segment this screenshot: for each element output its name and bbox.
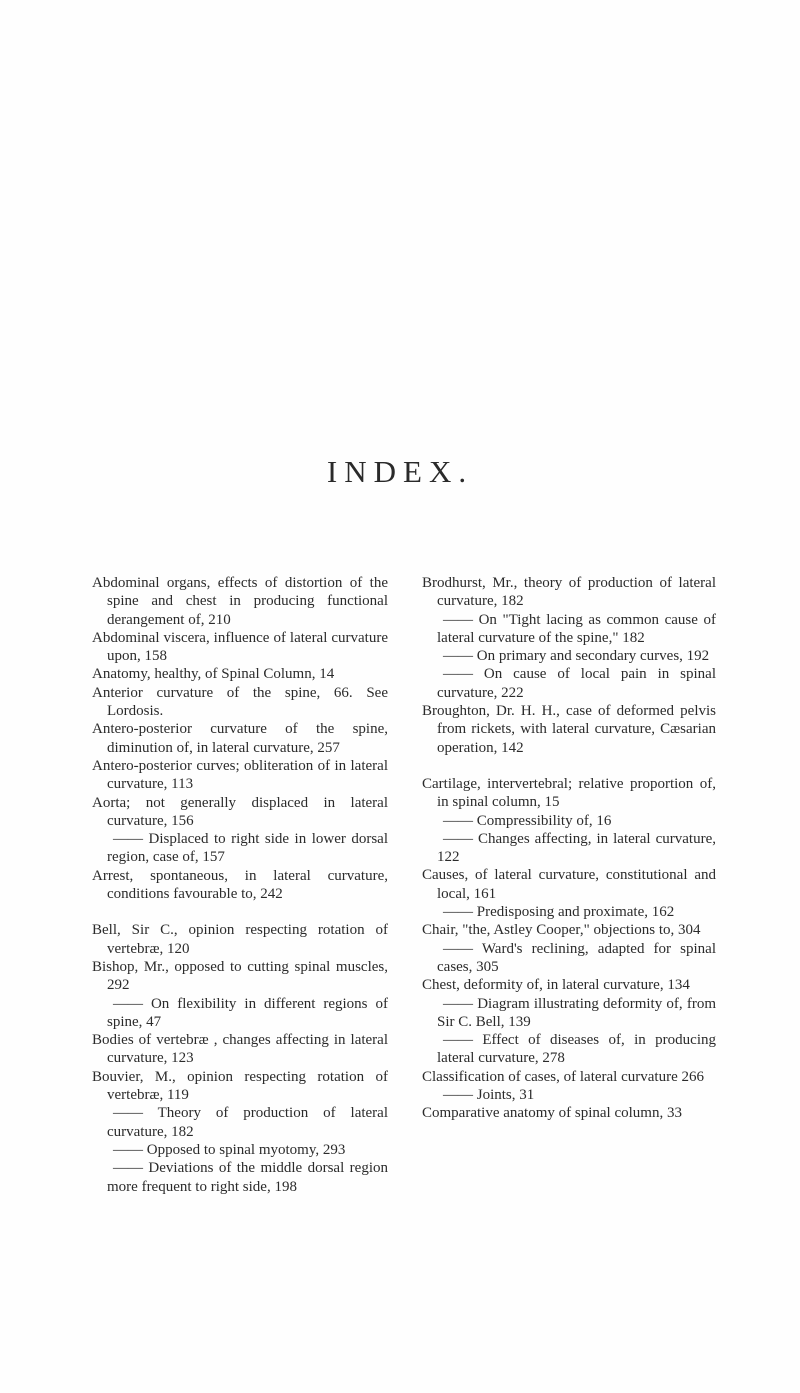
index-column-right	[422, 574, 716, 1123]
index-entry: Bell, Sir C., opinion respecting rotation of vertebræ, 120	[92, 922, 388, 957]
section-gap	[92, 903, 388, 921]
index-entry: Anterior curvature of the spine, 66. See Lordosis.	[92, 684, 388, 720]
index-entry: Brodhurst, Mr., theory of production of lateral curvature, 182	[422, 575, 716, 610]
index-subentry: —— Ward's reclining, adapted for spinal cases, 305	[437, 940, 716, 975]
index-subentry: —— Compressibility of, 16	[443, 812, 612, 829]
index-entry: Antero-posterior curves; obliteration of in lateral curvature, 113	[92, 757, 388, 793]
index-subentry: —— Predisposing and proximate, 162	[443, 904, 675, 921]
index-entry: Bodies of vertebræ , changes affecting in lateral curvature, 123	[92, 1032, 388, 1067]
index-subentry: —— Changes affecting, in lateral curvature, 122	[437, 830, 716, 866]
index-column-left	[92, 574, 388, 1196]
index-subentry: —— Theory of production of lateral curvature, 182	[107, 1105, 388, 1140]
index-entry: Arrest, spontaneous, in lateral curvature, conditions favourable to, 242	[92, 867, 388, 903]
index-subentry: —— On cause of local pain in spinal curvature, 222	[437, 666, 716, 701]
index-subentry: —— Joints, 31	[443, 1087, 535, 1104]
index-entry: Broughton, Dr. H. H., case of deformed pelvis from rickets, with lateral curvature, Cæsarian operation, 142	[422, 703, 716, 756]
index-entry: Chair, "the, Astley Cooper," objections to, 304	[422, 922, 701, 939]
index-entry: Cartilage, intervertebral; relative proportion of, in spinal column, 15	[422, 775, 716, 811]
index-entry: Causes, of lateral curvature, constitutional and local, 161	[422, 867, 716, 902]
index-subentry: —— Deviations of the middle dorsal region more frequent to right side, 198	[107, 1160, 388, 1195]
index-entry: Anatomy, healthy, of Spinal Column, 14	[92, 666, 335, 683]
index-subentry: —— Displaced to right side in lower dorsal region, case of, 157	[107, 831, 388, 866]
index-subentry: —— Diagram illustrating deformity of, from Sir C. Bell, 139	[437, 995, 716, 1030]
section-gap	[422, 757, 716, 775]
index-entry: Classification of cases, of lateral curvature 266	[422, 1068, 704, 1085]
index-entry: Chest, deformity of, in lateral curvature, 134	[422, 977, 690, 994]
index-entry: Abdominal organs, effects of distortion of the spine and chest in producing functional derangement of, 210	[92, 575, 388, 628]
index-subentry: —— Opposed to spinal myotomy, 293	[113, 1141, 346, 1158]
page-title: INDEX.	[326, 454, 474, 489]
index-subentry: —— On primary and secondary curves, 192	[443, 648, 710, 665]
index-entry: Abdominal viscera, influence of lateral curvature upon, 158	[92, 629, 388, 665]
index-entry: Bouvier, M., opinion respecting rotation of vertebræ, 119	[92, 1068, 388, 1104]
index-subentry: —— On flexibility in different regions of spine, 47	[107, 995, 388, 1030]
index-entry: Antero-posterior curvature of the spine, diminution of, in lateral curvature, 257	[92, 721, 388, 756]
index-entry: Comparative anatomy of spinal column, 33	[422, 1105, 682, 1122]
index-subentry: —— Effect of diseases of, in producing lateral curvature, 278	[437, 1032, 716, 1067]
index-entry: Bishop, Mr., opposed to cutting spinal muscles, 292	[92, 958, 388, 994]
index-entry: Aorta; not generally displaced in lateral curvature, 156	[92, 794, 388, 829]
index-subentry: —— On "Tight lacing as common cause of lateral curvature of the spine," 182	[437, 611, 716, 646]
